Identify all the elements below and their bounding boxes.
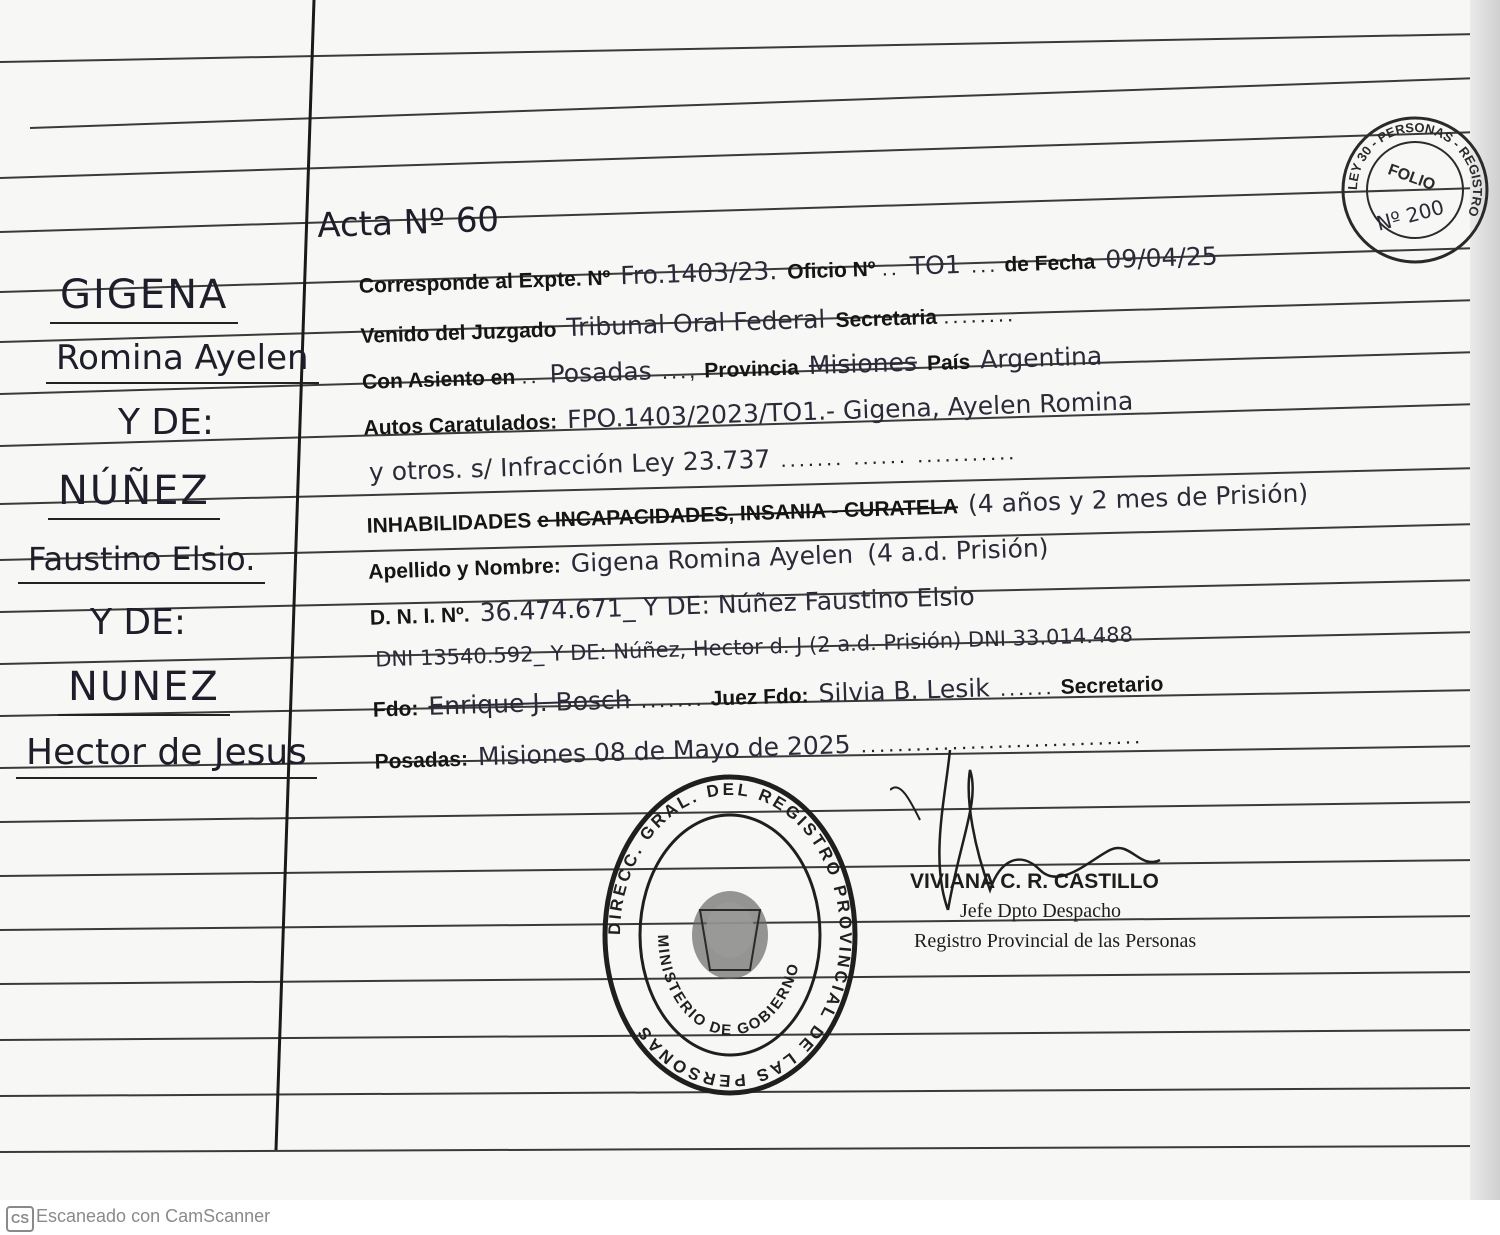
rule-line [30,78,1480,128]
left-connector-1: Y DE: [118,402,215,443]
label-secretaria: Secretaria [835,305,938,333]
label-nombre: Apellido y Nombre: [367,554,562,584]
scanner-watermark-text: Escaneado con CamScanner [36,1206,271,1226]
folio-label: FOLIO [1385,161,1438,195]
official-seal [600,770,860,1100]
rule-line [0,1146,1480,1152]
left-surname-3: NUNEZ [68,664,220,710]
expte-value: Fro.1403/23. [619,256,778,291]
left-surname-2: NÚÑEZ [58,468,210,514]
label-provincia: Provincia [703,356,800,383]
label-secretario: Secretario [1060,672,1164,699]
label-incapacidades-struck: e INCAPACIDADES, INSANIA - CURATELA [536,495,959,533]
rule-line [0,132,1480,178]
fecha-value: 09/04/25 [1104,241,1219,275]
seal-inner-text: MINISTERIO DE GOBIERNO [653,934,803,1040]
label-fecha: de Fecha [1003,250,1096,277]
left-connector-2: Y DE: [90,602,187,643]
rule-line [0,34,1480,62]
label-dni: D. N. I. Nº. [369,603,471,630]
folio-number: Nº 200 [1373,194,1447,236]
dni-value-2: DNI 13540.592_ Y DE: Núñez, Hector d. J (2 a.d. Prisión) DNI 33.014.488 [374,622,1134,672]
signatory-name: VIVIANA C. R. CASTILLO [910,870,1159,893]
folio-ring-text: LEY 30 - PERSONAS - REGISTRO [1344,119,1486,219]
left-given-3: Hector de Jesus [26,732,307,773]
dni-value: 36.474.671_ Y DE: Núñez Faustino Elsio [479,581,976,628]
autos-value: FPO.1403/2023/TO1.- Gigena, Ayelen Romina [566,386,1134,435]
pena-1-value: (4 años y 2 mes de Prisión) [967,478,1309,519]
label-oficio: Oficio Nº [786,257,876,284]
label-pais: País [926,350,971,376]
tribunal-value: Tribunal Oral Federal [566,304,826,343]
nombre-value: Gigena Romina Ayelen [570,539,854,579]
left-surname-1: GIGENA [60,272,229,318]
form-line-expte: Corresponde al Expte. Nº Fro.1403/23. Oficio Nº .. TO1 ... de Fecha 09/04/25 [358,241,1222,299]
label-fdo: Fdo: [372,697,419,722]
label-autos: Autos Caratulados: [363,410,558,440]
form-line-juzgado: Venido del Juzgado Tribunal Oral Federal Secretaria ........ [360,301,1017,348]
label-expte: Corresponde al Expte. Nº [358,266,611,298]
asiento-value: Posadas [549,356,653,389]
margin-rule [276,0,314,1150]
pena-2-value: (4 a.d. Prisión) [866,533,1049,569]
acta-label: Acta Nº 60 [316,199,500,246]
camscanner-logo-icon: CS [6,1206,34,1232]
form-line-asiento: Con Asiento en .. Posadas ..., Provincia Misiones País Argentina [361,341,1106,395]
left-given-2: Faustino Elsio. [28,540,256,578]
provincia-value: Misiones [808,347,918,381]
form-line-firmas: Fdo: Enrique J. Bosch ....... Juez Fdo: Silvia B. Lesik ...... Secretario [372,672,1164,722]
form-line-autos-2: y otros. s/ Infracción Ley 23.737 ....... ...... ........... [365,436,1018,487]
coat-of-arms-icon [692,891,768,979]
seal-ring-text: DIRECC. GRAL. DEL REGISTRO PROVINCIAL DE LAS PERSONAS [604,779,856,1091]
signatory-title: Jefe Dpto Despacho [960,900,1122,922]
label-juzgado: Venido del Juzgado [360,318,557,348]
rule-line [0,188,1480,232]
oficio-value: TO1 [909,249,962,281]
autos-value-2: y otros. s/ Infracción Ley 23.737 [368,444,771,487]
lugar-value: Misiones 08 de Mayo de 2025 [477,729,851,772]
juez-value: Silvia B. Lesik [818,673,991,708]
label-asiento: Con Asiento en [361,365,516,394]
folio-stamp [1340,100,1490,280]
label-juez: Juez Fdo: [710,684,809,711]
signatory-office: Registro Provincial de las Personas [914,930,1197,952]
form-line-lugar: Posadas: Misiones 08 de Mayo de 2025 ............................... [374,723,1144,774]
label-lugar: Posadas: [374,747,469,774]
label-inhabilidades: INHABILIDADES [366,509,532,538]
pais-value: Argentina [979,341,1103,375]
left-given-1: Romina Ayelen [56,338,309,378]
fdo-value: Enrique J. Bosch [427,685,632,721]
scanner-footer [0,1200,1500,1235]
